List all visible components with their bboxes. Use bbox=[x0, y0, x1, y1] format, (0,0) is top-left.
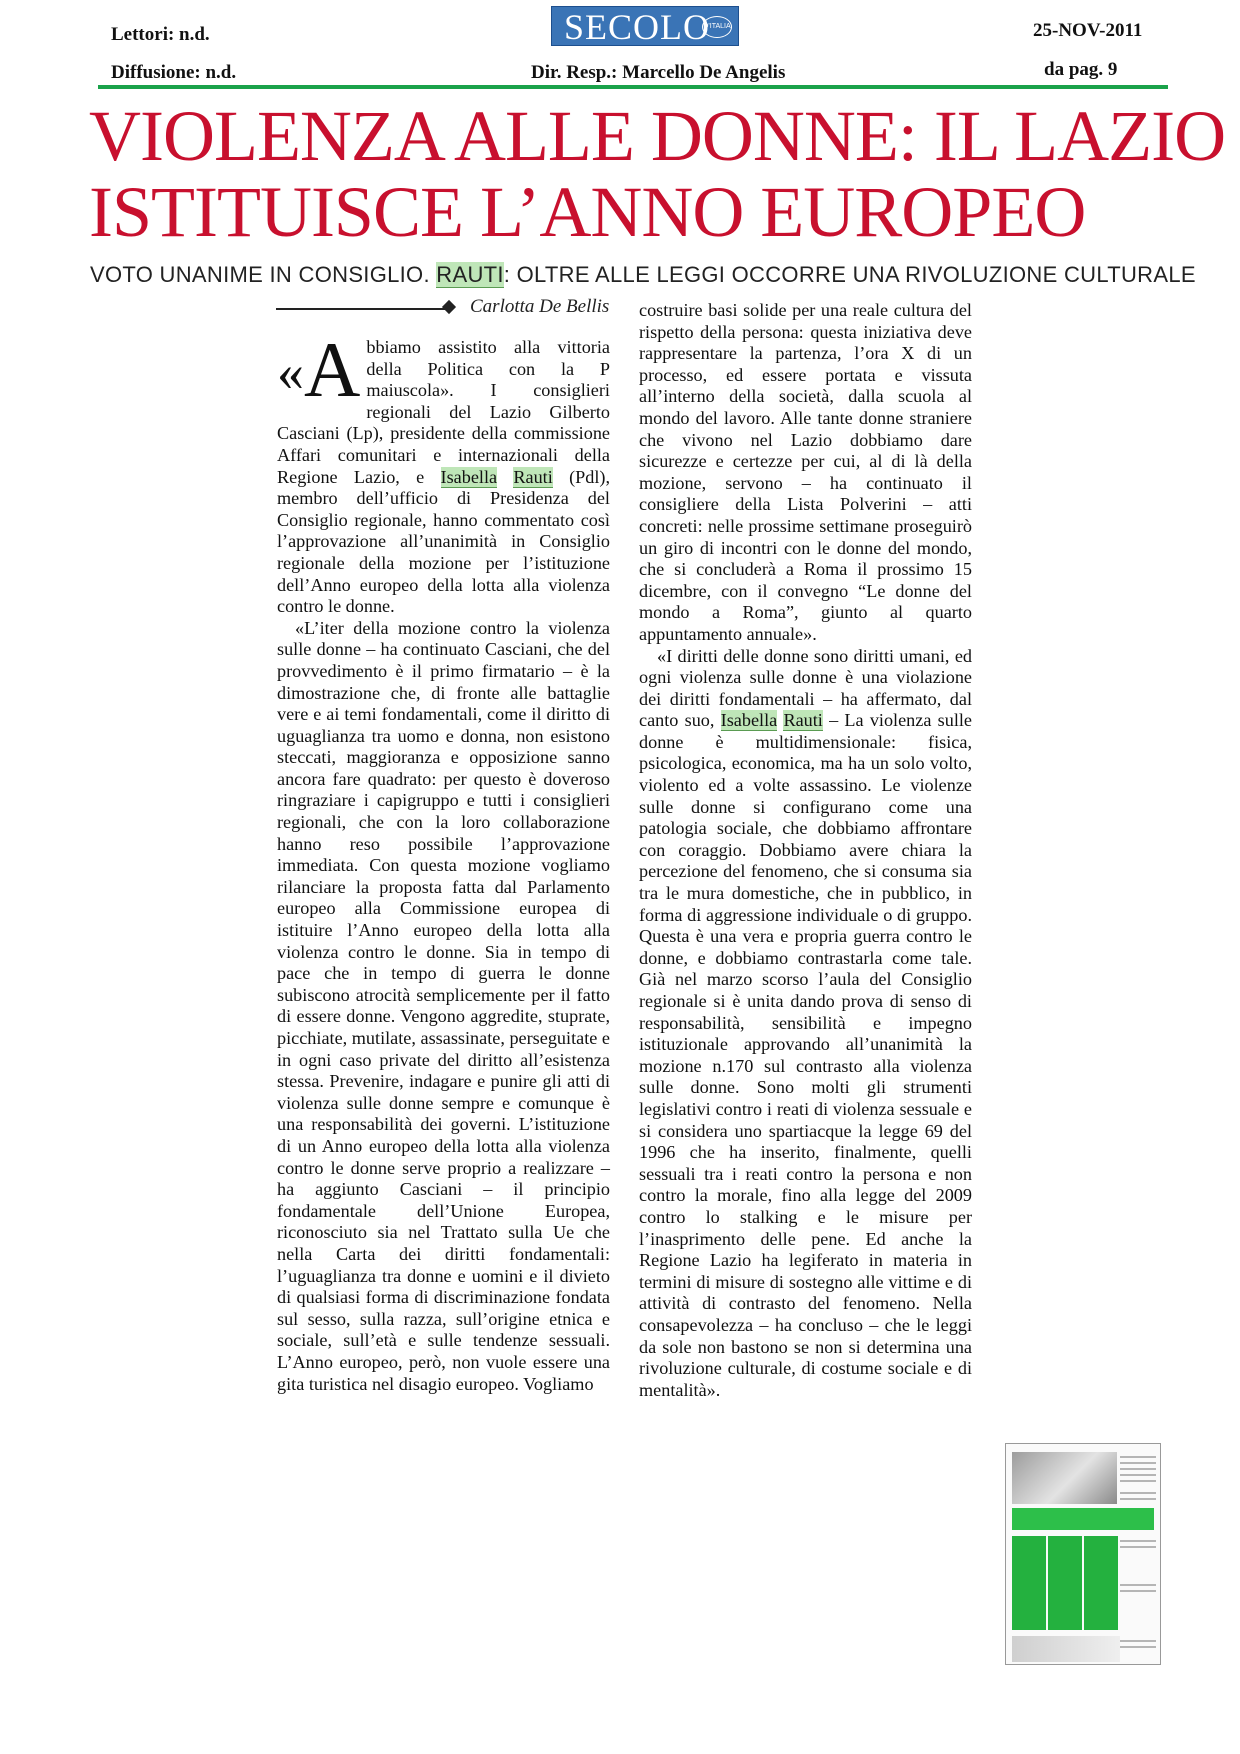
highlight-name: Isabella bbox=[440, 466, 498, 487]
text-run: «I diritti delle donne sono diritti umani, ed ogni violenza sulle donne è una violazione dei diritti fondamentali – ha affermato, dal canto suo, bbox=[639, 645, 972, 731]
headline-line-2: ISTITUISCE L’ANNO EUROPEO bbox=[89, 172, 1086, 252]
logo-subtext: D'ITALIA bbox=[702, 16, 732, 38]
thumbnail-line bbox=[1120, 1584, 1156, 1586]
headline-line-1: VIOLENZA ALLE DONNE: IL LAZIO bbox=[89, 96, 1226, 176]
thumbnail-line bbox=[1120, 1492, 1156, 1494]
page-thumbnail bbox=[1005, 1443, 1161, 1665]
thumbnail-line bbox=[1120, 1474, 1156, 1476]
page-label: da pag. 9 bbox=[1044, 59, 1118, 80]
thumbnail-column bbox=[1084, 1536, 1118, 1630]
subtitle bbox=[90, 262, 1196, 288]
thumbnail-line bbox=[1120, 1462, 1156, 1464]
newspaper-logo bbox=[551, 6, 739, 46]
paragraph bbox=[639, 646, 972, 1402]
subtitle-pre: VOTO UNANIME IN CONSIGLIO. bbox=[90, 262, 437, 287]
circulation-label: Diffusione: n.d. bbox=[111, 62, 237, 83]
subtitle-highlight: RAUTI bbox=[436, 262, 504, 287]
thumbnail-headline-block bbox=[1012, 1508, 1154, 1530]
highlight-surname: Rauti bbox=[783, 710, 823, 731]
thumbnail-line bbox=[1120, 1456, 1156, 1458]
date-label: 25-NOV-2011 bbox=[1033, 20, 1143, 41]
paragraph: costruire basi solide per una reale cultura del rispetto della persona: questa iniziativa deve rappresentare la partenza, l’ora X di un processo, ed essere portata e vissuta all’interno della società, dalla scuola al mondo del lavoro. Alle tante donne straniere che vivono nel Lazio dobbiamo dare sicurezze e certezze per cui, al di là della mozione, servono – ha continuato il consigliere della Lista Polverini – atti concreti: nelle prossime settimane proseguirò un giro di incontri con le donne del mondo, che si concluderà a Roma il prossimo 15 dicembre, con il convegno “Le donne del mondo a Roma”, giunto al quarto appuntamento annuale». bbox=[639, 300, 972, 644]
diamond-icon bbox=[442, 300, 456, 314]
thumbnail-line bbox=[1120, 1546, 1156, 1548]
drop-cap-guillemet: « bbox=[277, 342, 304, 402]
editor-label: Dir. Resp.: Marcello De Angelis bbox=[531, 62, 786, 83]
article-column-left bbox=[277, 326, 610, 1395]
highlight-name: Isabella bbox=[720, 710, 778, 731]
thumbnail-line bbox=[1120, 1498, 1156, 1500]
logo-text: SECOLO bbox=[564, 7, 711, 47]
thumbnail-column bbox=[1012, 1536, 1046, 1630]
readers-label: Lettori: n.d. bbox=[111, 24, 210, 45]
highlight-surname: Rauti bbox=[513, 466, 553, 487]
article-column-right bbox=[639, 300, 972, 1401]
subtitle-post: : OLTRE ALLE LEGGI OCCORRE UNA RIVOLUZIONE CULTURALE bbox=[503, 262, 1196, 287]
thumbnail-line bbox=[1120, 1646, 1156, 1648]
paragraph bbox=[277, 326, 610, 618]
thumbnail-line bbox=[1120, 1468, 1156, 1470]
drop-cap bbox=[277, 326, 361, 413]
text-run: bbiamo assistito alla vittoria della Politica con la P maiuscola». I consiglieri regionali del Lazio Gilberto Casciani (Lp), presidente della commissione Affari comunitari e internazionali della Regione Lazio, e bbox=[277, 337, 610, 487]
author-byline: Carlotta De Bellis bbox=[470, 296, 610, 317]
thumbnail-line bbox=[1120, 1480, 1156, 1482]
author-rule bbox=[276, 308, 448, 310]
text-run: (Pdl), membro dell’ufficio di Presidenza del Consiglio regionale, hanno commentato così l’approvazione all’unanimità in Consiglio regionale della mozione per l’istituzione dell’Anno europeo della lotta alla violenza contro le donne. bbox=[277, 466, 610, 617]
thumbnail-photo bbox=[1012, 1636, 1120, 1662]
thumbnail-photo bbox=[1012, 1452, 1117, 1504]
paragraph: «L’iter della mozione contro la violenza sulle donne – ha continuato Casciani, che del provvedimento è il primo firmatario – è la dimostrazione che, di fronte alle battaglie vere e ai temi fondamentali, come il diritto di uguaglianza tra uomo e donna, non esistono steccati, maggioranza e opposizione sanno ancora fare quadrato: per questo è doveroso ringraziare i capigruppo e tutti i consiglieri regionali, che con la loro collaborazione hanno reso possibile l’approvazione immediata. Con questa mozione vogliamo rilanciare la proposta fatta dal Parlamento europeo alla Commissione europea di istituire l’Anno europeo della lotta alla violenza contro le donne. Sia in tempo di pace che in tempo di guerra le donne subiscono atrocità semplicemente per il fatto di essere donne. Vengono aggredite, stuprate, picchiate, mutilate, assassinate, perseguitate e in ogni caso private del diritto all’esistenza stessa. Prevenire, indagare e punire gli atti di violenza sulle donne sempre e comunque è una responsabilità dei governi. L’istituzione di un Anno europeo della lotta alla violenza contro le donne serve proprio a realizzare – ha aggiunto Casciani – il principio fondamentale dell’Unione Europea, riconosciuto sia nel Trattato sulla Ue che nella Carta dei diritti fondamentali: l’uguaglianza tra donne e uomini e il divieto di qualsiasi forma di discriminazione fondata sul sesso, sulla razza, sull’origine etnica e sociale, sull’età e sulle tendenze sessuali. L’Anno europeo, però, non vuole essere una gita turistica nel disagio europeo. Vogliamo bbox=[277, 617, 610, 1394]
thumbnail-line bbox=[1120, 1590, 1156, 1592]
drop-cap-letter: A bbox=[304, 326, 361, 413]
text-run: – La violenza sulle donne è multidimensionale: fisica, psicologica, economica, ma ha un solo volto, violento ed a volte assassino. Le violenze sulle donne si configurano come una patologia sociale, che dobbiamo affrontare con coraggio. Dobbiamo avere chiara la percezione del fenomeno, che si consuma sia tra le mura domestiche, che in pubblico, in forma di aggressione individuale o di gruppo. Questa è una vera e propria guerra contro le donne, e dobbiamo contrastarla come tale. Già nel marzo scorso l’aula del Consiglio regionale si è unita dando prova di senso di responsabilità, sensibilità e impegno istituzionale approvando all’unanimità la mozione n.170 sul contrasto alla violenza sulle donne. Sono molti gli strumenti legislativi contro i reati di violenza sessuale e si considera uno spartiacque la legge 69 del 1996 che ha inserito, finalmente, quelli sessuali tra i reati contro la persona e non contro la morale, fino alla legge del 2009 contro lo stalking e le misure per l’inasprimento delle pene. Ed anche la Regione Lazio ha legiferato in materia in termini di misure di sostegno alle vittime e di attività di contrasto del fenomeno. Nella consapevolezza – ha concluso – che le leggi da sole non bastono se non si determina una rivoluzione culturale, di costume sociale e di mentalità». bbox=[639, 710, 973, 1400]
thumbnail-line bbox=[1120, 1640, 1156, 1642]
header-divider bbox=[98, 85, 1168, 89]
thumbnail-column bbox=[1048, 1536, 1082, 1630]
thumbnail-line bbox=[1120, 1540, 1156, 1542]
